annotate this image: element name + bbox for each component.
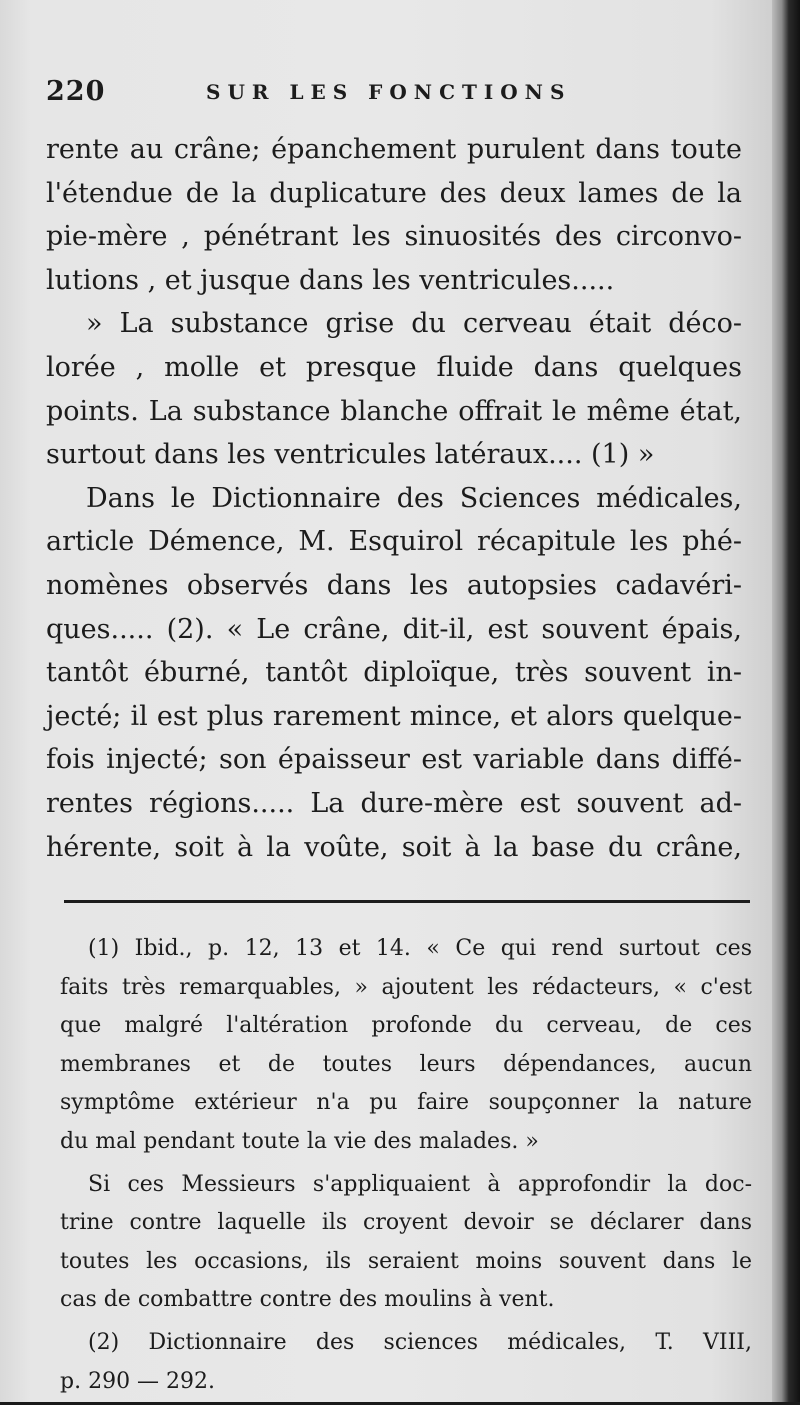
main-text	[46, 128, 742, 869]
paragraph-1	[46, 128, 742, 302]
page-edge-shadow	[772, 0, 800, 1402]
footnote-separator	[64, 900, 750, 903]
text-line: l'étendue de la duplicature des deux lames de la	[46, 177, 742, 209]
text-line: nomènes observés dans les autopsies cadavéri-	[46, 569, 742, 601]
footnotes	[60, 930, 752, 1405]
text-line: article Démence, M. Esquirol récapitule les phé-	[46, 526, 742, 558]
paragraph-3	[46, 477, 742, 869]
text-line: rentes régions..... La dure-mère est souvent ad-	[46, 787, 742, 819]
text-line: surtout dans les ventricules latéraux.... (1) »	[46, 439, 655, 471]
footnote-line: (1) Ibid., p. 12, 13 et 14. « Ce qui rend surtout ces	[88, 936, 752, 961]
footnote-line: trine contre laquelle ils croyent devoir se déclarer dans	[60, 1210, 752, 1236]
running-head: SUR LES FONCTIONS	[206, 80, 572, 104]
footnote-2	[60, 1324, 752, 1401]
text-line: jecté; il est plus rarement mince, et alors quelque-	[46, 700, 742, 732]
text-line: Dans le Dictionnaire des Sciences médicales,	[86, 482, 742, 514]
text-line: hérente, soit à la voûte, soit à la base du crâne,	[46, 831, 742, 863]
footnote-line: faits très remarquables, » ajoutent les rédacteurs, « c'est	[60, 974, 752, 1000]
page-number: 220	[46, 76, 106, 107]
footnote-1	[60, 930, 752, 1162]
text-line: lutions , et jusque dans les ventricules.....	[46, 264, 615, 296]
footnote-line: que malgré l'altération profonde du cerveau, de ces	[60, 1013, 752, 1039]
footnote-line: Si ces Messieurs s'appliquaient à approfondir la doc-	[88, 1171, 752, 1197]
text-line: » La substance grise du cerveau était déco-	[86, 308, 742, 340]
text-line: ques..... (2). « Le crâne, dit-il, est souvent épais,	[46, 613, 742, 645]
text-line: lorée , molle et presque fluide dans quelques	[46, 351, 742, 383]
text-line: pie-mère , pénétrant les sinuosités des circonvo-	[46, 221, 742, 253]
footnote-line: cas de combattre contre des moulins à vent.	[60, 1287, 555, 1313]
footnote-line: (2) Dictionnaire des sciences médicales, T. VIII,	[88, 1329, 752, 1355]
footnote-line: p. 290 — 292.	[60, 1368, 216, 1394]
footnote-line: du mal pendant toute la vie des malades. »	[60, 1128, 539, 1154]
footnote-line: toutes les occasions, ils seraient moins souvent dans le	[60, 1248, 752, 1274]
text-line: points. La substance blanche offrait le même état,	[46, 395, 742, 427]
text-line: fois injecté; son épaisseur est variable dans diffé-	[46, 744, 742, 776]
footnote-1-continued	[60, 1166, 752, 1320]
page-header	[46, 76, 736, 116]
text-line: rente au crâne; épanchement purulent dans toute	[46, 134, 742, 165]
paragraph-2	[46, 302, 742, 476]
text-line: tantôt éburné, tantôt diploïque, très souvent in-	[46, 657, 742, 689]
footnote-line: symptôme extérieur n'a pu faire soupçonner la nature	[60, 1090, 752, 1116]
footnote-line: membranes et de toutes leurs dépendances, aucun	[60, 1051, 752, 1077]
